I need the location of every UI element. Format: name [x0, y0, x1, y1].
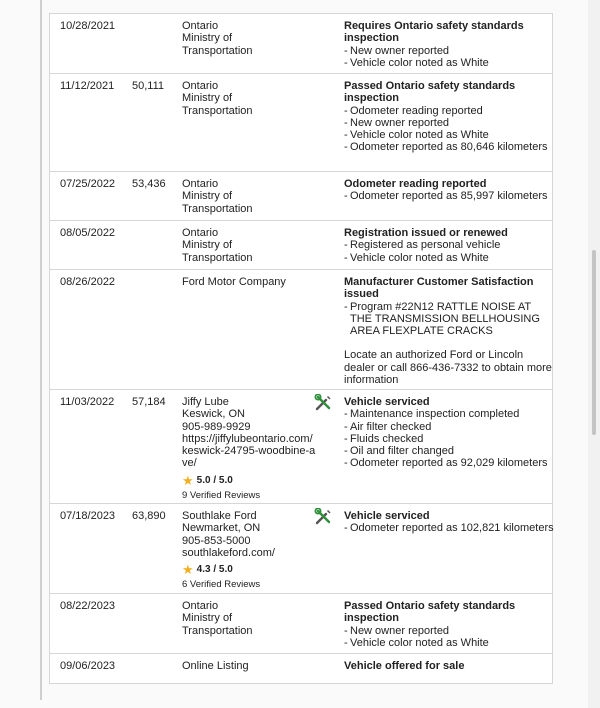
event-items	[344, 301, 554, 338]
record-odometer: 50,111	[132, 80, 165, 92]
record-date: 08/26/2022	[60, 276, 116, 288]
source-rating	[182, 472, 317, 488]
record-details	[344, 80, 554, 154]
record-details	[344, 396, 554, 470]
event-title: Manufacturer Customer Satisfaction issued	[344, 276, 534, 301]
event-item: - Fluids checked	[344, 433, 554, 445]
record-details	[344, 276, 554, 386]
source-line: Ontario	[182, 178, 219, 190]
record-date: 08/05/2022	[60, 227, 116, 239]
event-item: - New owner reported	[344, 45, 554, 57]
event-items	[344, 45, 554, 70]
verified-reviews-link[interactable]: 9 Verified Reviews	[182, 490, 261, 502]
record-date: 07/25/2022	[60, 178, 116, 190]
record-source	[182, 178, 317, 215]
record-date: 07/18/2023	[60, 510, 116, 522]
event-item: - New owner reported	[344, 625, 554, 637]
source-line: Transportation	[182, 104, 253, 117]
history-table	[49, 13, 553, 684]
source-line: Ontario	[182, 20, 219, 32]
page-edge	[40, 0, 42, 700]
event-item: - Odometer reported as 102,821 kilometers	[344, 522, 554, 534]
source-line: Transportation	[182, 624, 253, 637]
source-line: Ontario	[182, 80, 219, 92]
wrench-screwdriver-icon	[314, 394, 334, 412]
event-title: Requires Ontario safety standards inspection	[344, 20, 524, 45]
event-item: - New owner reported	[344, 117, 554, 129]
event-items	[344, 408, 554, 469]
source-line: Transportation	[182, 44, 253, 57]
event-item: - Odometer reported as 85,997 kilometers	[344, 190, 554, 202]
event-item: - Air filter checked	[344, 421, 554, 433]
source-line: Transportation	[182, 202, 253, 215]
source-line: Online Listing	[182, 660, 249, 672]
event-item: - Program #22N12 RATTLE NOISE AT THE TRANSMISSION BELLHOUSING AREA FLEXPLATE CRACKS	[344, 301, 554, 338]
source-line: Keswick, ON	[182, 408, 245, 421]
event-item: - Vehicle color noted as White	[344, 57, 554, 69]
record-source	[182, 660, 317, 672]
event-title: Vehicle serviced	[344, 510, 430, 522]
event-title: Odometer reading reported	[344, 178, 487, 190]
source-line: Ministry of	[182, 32, 233, 45]
source-line: Ministry of	[182, 190, 233, 203]
record-source	[182, 227, 317, 264]
record-odometer: 57,184	[132, 396, 166, 408]
event-title: Vehicle serviced	[344, 396, 430, 408]
source-line: 905-989-9929	[182, 420, 251, 433]
event-item: - Odometer reading reported	[344, 105, 554, 117]
record-date: 11/12/2021	[60, 80, 115, 92]
record-date: 11/03/2022	[60, 396, 115, 408]
wrench-screwdriver-icon	[314, 508, 334, 526]
source-line: 905-853-5000	[182, 534, 251, 547]
source-line: Ministry of	[182, 92, 233, 105]
record-odometer: 63,890	[132, 510, 166, 522]
record-source	[182, 600, 317, 637]
star-icon: ★	[182, 472, 194, 488]
history-row	[49, 14, 553, 74]
history-row	[49, 390, 553, 504]
scrollbar-thumb[interactable]	[592, 250, 596, 435]
event-item: - Odometer reported as 92,029 kilometers	[344, 457, 554, 469]
event-title: Passed Ontario safety standards inspection	[344, 80, 516, 105]
history-row	[49, 74, 553, 172]
event-item: - Vehicle color noted as White	[344, 252, 554, 264]
event-item: - Vehicle color noted as White	[344, 129, 554, 141]
event-item: - Oil and filter changed	[344, 445, 554, 457]
rating-score: 5.0 / 5.0	[196, 474, 233, 486]
source-website-link[interactable]: southlakeford.com/	[182, 546, 275, 559]
record-source	[182, 396, 317, 502]
record-details	[344, 660, 554, 672]
event-title: Registration issued or renewed	[344, 227, 508, 239]
source-line: Ontario	[182, 600, 219, 612]
record-details	[344, 600, 554, 649]
source-line: Transportation	[182, 251, 253, 264]
event-item: - Vehicle color noted as White	[344, 637, 554, 649]
event-items	[344, 190, 554, 202]
event-items	[344, 239, 554, 264]
record-details	[344, 20, 554, 69]
event-note: Locate an authorized Ford or Lincoln dealer or call 866-436-7332 to obtain more information	[344, 349, 552, 387]
event-title: Vehicle offered for sale	[344, 660, 465, 672]
rating-score: 4.3 / 5.0	[196, 564, 233, 576]
source-rating	[182, 564, 317, 576]
history-row	[49, 270, 553, 390]
event-item: - Maintenance inspection completed	[344, 408, 554, 420]
record-details	[344, 510, 554, 535]
event-items	[344, 625, 554, 650]
record-details	[344, 227, 554, 264]
event-items	[344, 522, 554, 534]
history-row	[49, 654, 553, 684]
star-icon: ★	[182, 562, 194, 578]
source-line: Southlake Ford	[182, 510, 257, 522]
source-line: Newmarket, ON	[182, 522, 261, 535]
history-row	[49, 172, 553, 221]
record-odometer: 53,436	[132, 178, 166, 190]
record-source	[182, 510, 317, 592]
record-source	[182, 20, 317, 57]
source-website-link[interactable]: https://jiffylubeontario.com/keswick-24795-woodbine-ave/	[182, 432, 316, 470]
event-items	[344, 105, 554, 154]
event-item: - Odometer reported as 80,646 kilometers	[344, 141, 554, 153]
source-line: Ministry of	[182, 612, 233, 625]
record-details	[344, 178, 554, 203]
history-row	[49, 504, 553, 594]
history-row	[49, 221, 553, 270]
verified-reviews-link[interactable]: 6 Verified Reviews	[182, 579, 261, 591]
record-date: 09/06/2023	[60, 660, 116, 672]
record-source	[182, 276, 317, 288]
record-date: 08/22/2023	[60, 600, 116, 612]
event-title: Passed Ontario safety standards inspection	[344, 600, 516, 625]
event-item: - Registered as personal vehicle	[344, 239, 554, 251]
source-line: Jiffy Lube	[182, 396, 229, 408]
source-line: Ontario	[182, 227, 219, 239]
history-row	[49, 594, 553, 654]
record-source	[182, 80, 317, 117]
source-line: Ministry of	[182, 239, 233, 252]
record-date: 10/28/2021	[60, 20, 116, 32]
source-line: Ford Motor Company	[182, 276, 286, 288]
